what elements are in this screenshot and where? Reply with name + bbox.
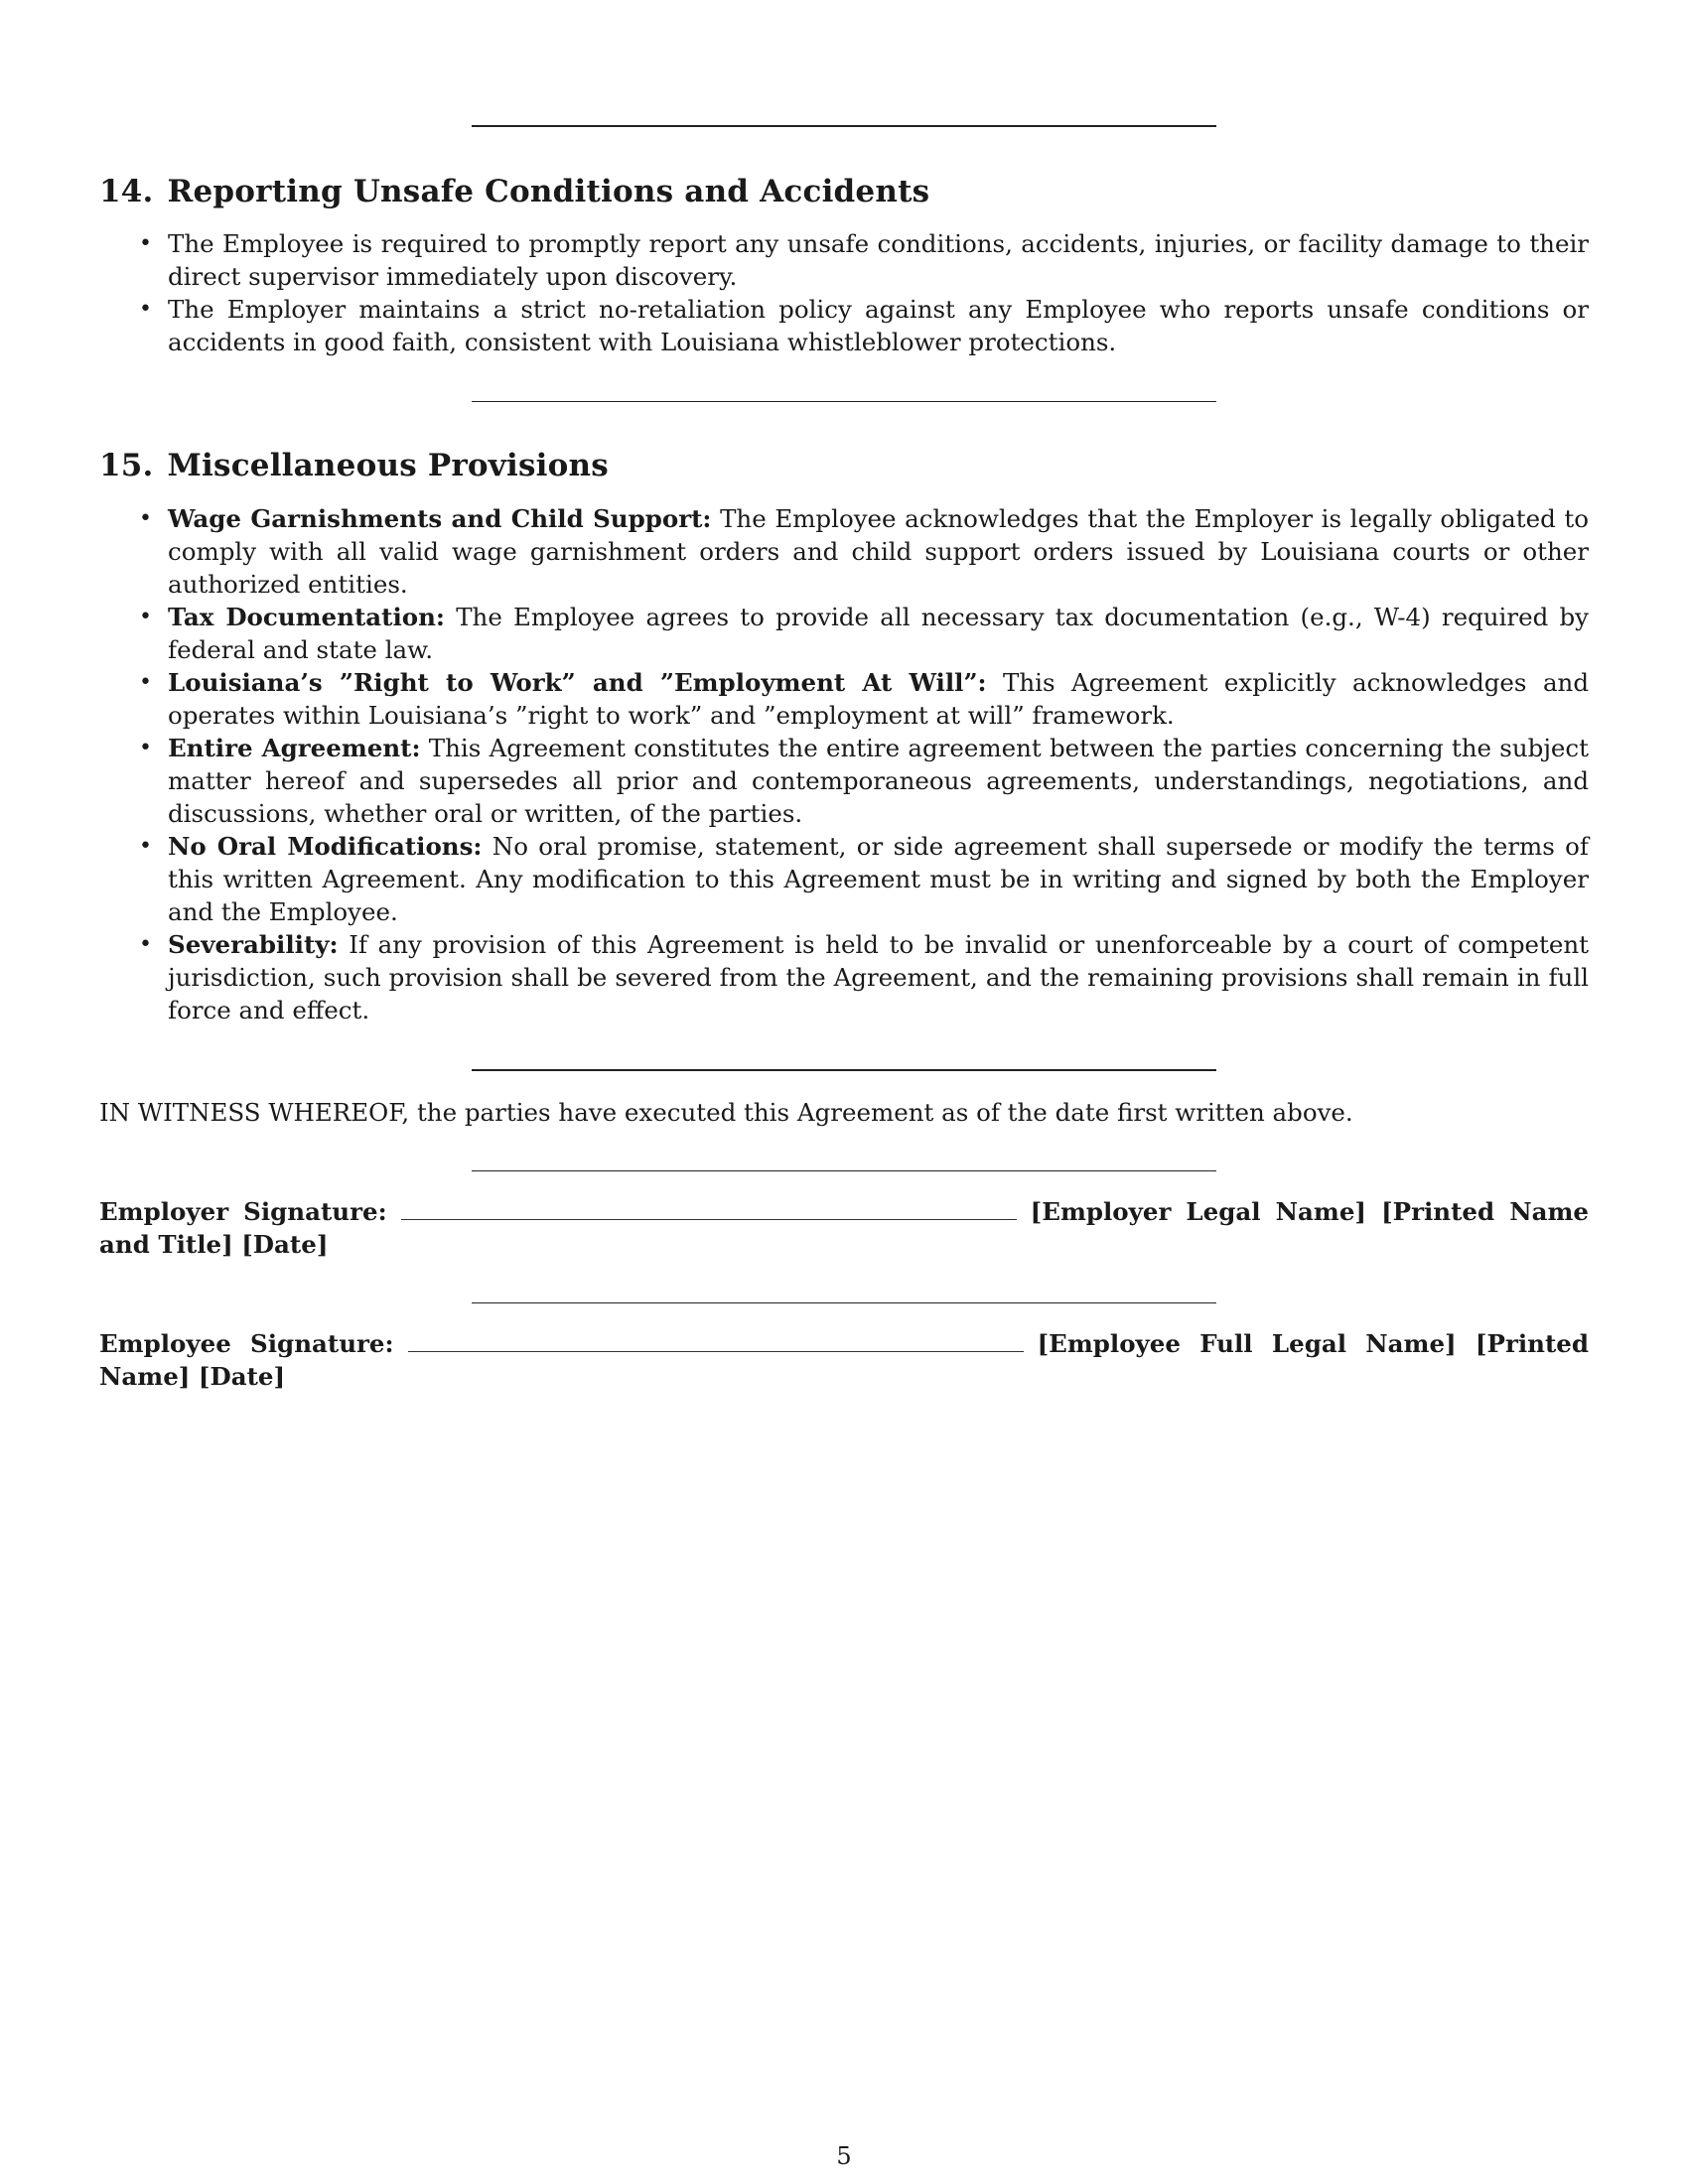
employer-signature-label: Employer Signature: xyxy=(99,1197,387,1226)
item-label: Entire Agreement: xyxy=(168,734,421,762)
horizontal-rule xyxy=(472,1302,1216,1303)
list-item xyxy=(99,928,1589,1026)
item-label: No Oral Modifications: xyxy=(168,832,483,861)
list-item xyxy=(99,601,1589,666)
item-text: No oral promise, statement, or side agreement shall supersede or modify the terms of this written Agreement. Any modification to this Agreement must be in writing and signed by both the Employer and the Employee. xyxy=(168,832,1589,926)
witness-statement: IN WITNESS WHEREOF, the parties have executed this Agreement as of the date first written above. xyxy=(99,1098,1353,1127)
item-text: The Employee agrees to provide all necessary tax documentation (e.g., W-4) required by federal and state law. xyxy=(168,603,1589,664)
page-number: 5 xyxy=(836,2142,852,2170)
horizontal-rule xyxy=(472,1069,1216,1071)
employee-signature-block xyxy=(99,1327,1589,1393)
employer-signature-line[interactable] xyxy=(401,1197,1017,1220)
list-item: • The Employee is required to promptly report any unsafe conditions, accidents, injuries, or facility damage to their direct supervisor immediately upon discovery. xyxy=(99,227,1589,293)
item-text: This Agreement explicitly acknowledges and operates within Louisiana’s ”right to work” and ”employment at will” framework. xyxy=(168,668,1590,730)
document-page xyxy=(99,0,1589,2184)
item-label: Wage Garnishments and Child Support: xyxy=(168,504,712,533)
section-14-list xyxy=(99,227,1589,358)
employer-signature-details: [Employer Legal Name] [Printed Name and Title] [Date] xyxy=(99,1197,1589,1259)
section-14-heading xyxy=(99,173,929,210)
item-text: This Agreement constitutes the entire agreement between the parties concerning the subject matter hereof and supersedes all prior and contemporaneous agreements, understandings, negotiations, and discussions, whether oral or written, of the parties. xyxy=(168,734,1589,828)
item-label: Tax Documentation: xyxy=(168,603,445,631)
list-item xyxy=(99,732,1589,830)
employee-signature-line[interactable] xyxy=(408,1329,1024,1352)
list-item: • The Employer maintains a strict no-retaliation policy against any Employee who reports unsafe conditions or accidents in good faith, consistent with Louisiana whistleblower protections. xyxy=(99,293,1589,358)
list-item xyxy=(99,830,1589,928)
list-item xyxy=(99,502,1589,601)
section-15-list xyxy=(99,502,1589,1026)
item-label: Severability: xyxy=(168,930,339,959)
section-number: 15. xyxy=(99,448,154,483)
section-number: 14. xyxy=(99,174,154,209)
item-text: If any provision of this Agreement is held to be invalid or unenforceable by a court of competent jurisdiction, such provision shall be severed from the Agreement, and the remaining provisions shall remain in full force and effect. xyxy=(168,930,1589,1024)
section-15-heading xyxy=(99,447,609,484)
horizontal-rule xyxy=(472,125,1216,127)
section-title: Miscellaneous Provisions xyxy=(167,448,609,483)
item-label: Louisiana’s ”Right to Work” and ”Employment At Will”: xyxy=(168,668,987,697)
horizontal-rule xyxy=(472,401,1216,402)
horizontal-rule xyxy=(472,1170,1216,1171)
item-text: The Employee acknowledges that the Employer is legally obligated to comply with all valid wage garnishment orders and child support orders issued by Louisiana courts or other authorized entities. xyxy=(168,504,1590,599)
section-title: Reporting Unsafe Conditions and Accidents xyxy=(167,174,930,209)
list-item xyxy=(99,666,1589,732)
employee-signature-label: Employee Signature: xyxy=(99,1329,394,1358)
employee-signature-details: [Employee Full Legal Name] [Printed Name] [Date] xyxy=(99,1329,1590,1391)
employer-signature-block xyxy=(99,1195,1589,1261)
